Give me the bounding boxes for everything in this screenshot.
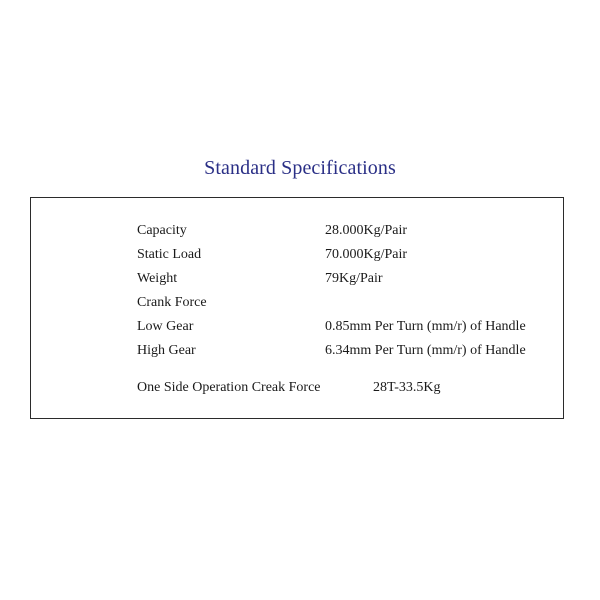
- specifications-table: [30, 197, 564, 419]
- spec-value: 28.000Kg/Pair: [325, 223, 408, 238]
- spec-value: 6.34mm Per Turn (mm/r) of Handle: [325, 343, 526, 358]
- spec-label: Crank Force: [137, 295, 207, 310]
- spec-label: Static Load: [137, 247, 202, 262]
- spec-value: 79Kg/Pair: [325, 271, 383, 286]
- spec-value: 70.000Kg/Pair: [325, 247, 408, 262]
- page-title: Standard Specifications: [204, 157, 396, 179]
- spec-value: 28T-33.5Kg: [373, 380, 441, 395]
- spec-label: High Gear: [137, 343, 196, 358]
- spec-label: Capacity: [137, 223, 187, 238]
- spec-label: Weight: [137, 271, 178, 286]
- spec-value: 0.85mm Per Turn (mm/r) of Handle: [325, 319, 526, 334]
- spec-label: One Side Operation Creak Force: [137, 380, 321, 395]
- spec-label: Low Gear: [137, 319, 194, 334]
